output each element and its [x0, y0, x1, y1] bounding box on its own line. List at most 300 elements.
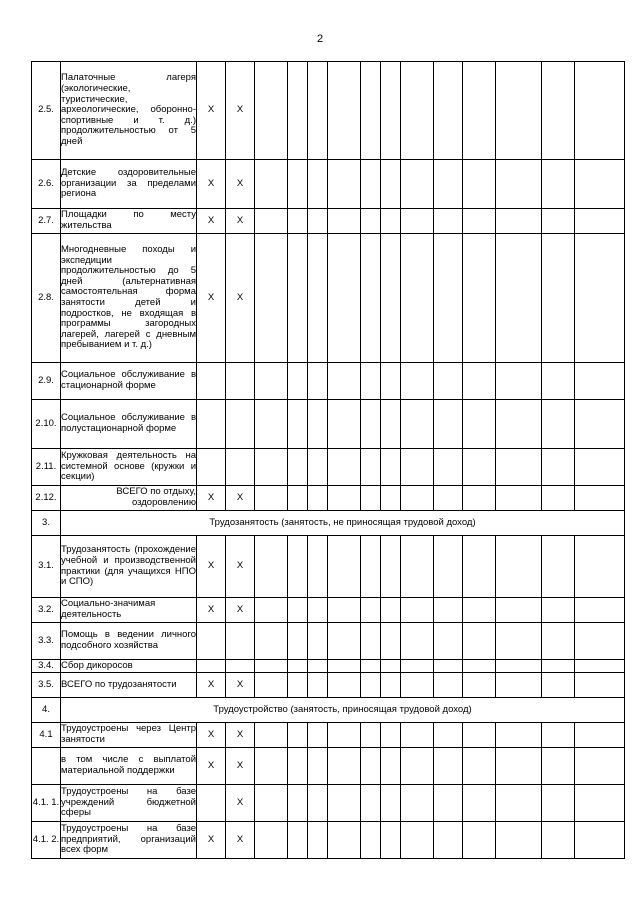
empty-cell [308, 785, 328, 822]
empty-cell [401, 660, 434, 673]
empty-cell [575, 363, 625, 400]
empty-cell [255, 400, 288, 449]
empty-cell [463, 363, 496, 400]
empty-cell [361, 673, 381, 698]
empty-cell [381, 486, 401, 511]
empty-cell [401, 673, 434, 698]
empty-cell [288, 822, 308, 859]
row-name-text: Трудозанятость (прохождение учебной и производственной практики (для учащихся НПО и СПО) [61, 544, 196, 588]
empty-cell [255, 785, 288, 822]
empty-cell [361, 209, 381, 234]
empty-cell [361, 623, 381, 660]
mark-cell: X [226, 748, 255, 785]
empty-cell [381, 660, 401, 673]
row-name [61, 748, 197, 785]
empty-cell [542, 400, 575, 449]
row-name [61, 598, 197, 623]
row-name-text: Трудоустроены на базе предприятий, организаций всех форм [61, 823, 196, 856]
row-number [32, 748, 61, 785]
empty-cell [308, 486, 328, 511]
empty-cell [308, 363, 328, 400]
empty-cell [575, 623, 625, 660]
empty-cell [401, 785, 434, 822]
row-name [61, 673, 197, 698]
mark-cell: X [197, 234, 226, 363]
empty-cell [542, 536, 575, 598]
mark-cell [197, 400, 226, 449]
mark-cell: X [197, 748, 226, 785]
empty-cell [463, 785, 496, 822]
empty-cell [496, 486, 542, 511]
mark-cell [226, 449, 255, 486]
table-row [32, 486, 625, 511]
row-name [61, 623, 197, 660]
empty-cell [463, 623, 496, 660]
empty-cell [328, 623, 361, 660]
empty-cell [308, 673, 328, 698]
empty-cell [381, 785, 401, 822]
empty-cell [463, 822, 496, 859]
row-name [61, 536, 197, 598]
empty-cell [288, 785, 308, 822]
empty-cell [542, 723, 575, 748]
section-header-row [32, 698, 625, 723]
empty-cell [401, 822, 434, 859]
mark-cell [197, 623, 226, 660]
row-name [61, 723, 197, 748]
empty-cell [361, 160, 381, 209]
row-name-text: ВСЕГО по отдыху, оздоровлению [116, 486, 196, 508]
empty-cell [463, 486, 496, 511]
table-row [32, 536, 625, 598]
empty-cell [496, 449, 542, 486]
empty-cell [308, 723, 328, 748]
empty-cell [542, 673, 575, 698]
section-header-row [32, 511, 625, 536]
row-number: 3.2. [32, 598, 61, 623]
empty-cell [288, 449, 308, 486]
empty-cell [255, 160, 288, 209]
empty-cell [575, 400, 625, 449]
row-number: 2.5. [32, 62, 61, 160]
empty-cell [434, 785, 463, 822]
empty-cell [255, 363, 288, 400]
empty-cell [255, 660, 288, 673]
empty-cell [381, 400, 401, 449]
empty-cell [463, 209, 496, 234]
empty-cell [361, 486, 381, 511]
empty-cell [434, 486, 463, 511]
empty-cell [434, 598, 463, 623]
table-row [32, 785, 625, 822]
table-row [32, 209, 625, 234]
row-name [61, 160, 197, 209]
empty-cell [575, 486, 625, 511]
empty-cell [308, 209, 328, 234]
row-name-text: Социально-значимая деятельность [61, 598, 156, 620]
row-number: 3.3. [32, 623, 61, 660]
empty-cell [361, 449, 381, 486]
mark-cell [197, 449, 226, 486]
empty-cell [463, 160, 496, 209]
table-row [32, 234, 625, 363]
empty-cell [463, 449, 496, 486]
mark-cell [197, 660, 226, 673]
page-number: 2 [316, 33, 324, 45]
empty-cell [361, 536, 381, 598]
empty-cell [255, 723, 288, 748]
mark-cell: X [197, 673, 226, 698]
row-name [61, 449, 197, 486]
empty-cell [308, 822, 328, 859]
empty-cell [381, 62, 401, 160]
mark-cell: X [226, 536, 255, 598]
empty-cell [463, 723, 496, 748]
empty-cell [328, 234, 361, 363]
empty-cell [255, 598, 288, 623]
empty-cell [361, 400, 381, 449]
empty-cell [575, 673, 625, 698]
empty-cell [575, 449, 625, 486]
empty-cell [361, 785, 381, 822]
empty-cell [361, 598, 381, 623]
empty-cell [381, 673, 401, 698]
empty-cell [434, 673, 463, 698]
empty-cell [328, 363, 361, 400]
empty-cell [255, 486, 288, 511]
row-number: 3.1. [32, 536, 61, 598]
empty-cell [288, 234, 308, 363]
mark-cell: X [197, 62, 226, 160]
empty-cell [328, 536, 361, 598]
row-number: 2.8. [32, 234, 61, 363]
empty-cell [328, 209, 361, 234]
empty-cell [381, 723, 401, 748]
empty-cell [361, 234, 381, 363]
empty-cell [288, 660, 308, 673]
empty-cell [542, 449, 575, 486]
empty-cell [434, 209, 463, 234]
empty-cell [288, 486, 308, 511]
empty-cell [496, 363, 542, 400]
mark-cell: X [226, 673, 255, 698]
empty-cell [255, 234, 288, 363]
section-number: 3. [32, 511, 61, 536]
empty-cell [463, 400, 496, 449]
empty-cell [542, 363, 575, 400]
empty-cell [328, 598, 361, 623]
empty-cell [288, 209, 308, 234]
empty-cell [381, 598, 401, 623]
empty-cell [381, 623, 401, 660]
section-title: Трудоустройство (занятость, приносящая трудовой доход) [61, 698, 625, 723]
mark-cell [226, 400, 255, 449]
empty-cell [255, 822, 288, 859]
empty-cell [308, 160, 328, 209]
empty-cell [328, 160, 361, 209]
empty-cell [496, 536, 542, 598]
empty-cell [308, 748, 328, 785]
empty-cell [401, 748, 434, 785]
empty-cell [575, 748, 625, 785]
empty-cell [542, 160, 575, 209]
empty-cell [575, 160, 625, 209]
empty-cell [575, 785, 625, 822]
mark-cell [226, 623, 255, 660]
empty-cell [401, 486, 434, 511]
empty-cell [496, 723, 542, 748]
table-row [32, 363, 625, 400]
row-name-text: Кружковая деятельность на системной основе (кружки и секции) [61, 450, 196, 483]
empty-cell [255, 673, 288, 698]
empty-cell [361, 748, 381, 785]
row-name [61, 62, 197, 160]
table-row [32, 748, 625, 785]
empty-cell [434, 234, 463, 363]
empty-cell [575, 723, 625, 748]
mark-cell: X [226, 486, 255, 511]
empty-cell [288, 160, 308, 209]
empty-cell [381, 449, 401, 486]
empty-cell [401, 62, 434, 160]
empty-cell [542, 598, 575, 623]
empty-cell [308, 400, 328, 449]
empty-cell [288, 598, 308, 623]
row-number: 3.5. [32, 673, 61, 698]
mark-cell: X [226, 822, 255, 859]
row-name-text: Палаточные лагеря (экологические, туристические, археологические, оборонно-спортивные и т. д.) продолжительностью от 5 дней [61, 72, 196, 147]
row-name-text: Площадки по месту жительства [61, 209, 196, 231]
empty-cell [328, 486, 361, 511]
empty-cell [288, 623, 308, 660]
empty-cell [401, 400, 434, 449]
empty-cell [328, 748, 361, 785]
empty-cell [401, 160, 434, 209]
empty-cell [463, 748, 496, 785]
empty-cell [401, 209, 434, 234]
row-name [61, 363, 197, 400]
empty-cell [575, 62, 625, 160]
mark-cell: X [197, 209, 226, 234]
empty-cell [288, 723, 308, 748]
empty-cell [381, 363, 401, 400]
empty-cell [328, 660, 361, 673]
empty-cell [381, 234, 401, 363]
empty-cell [496, 660, 542, 673]
row-number: 2.7. [32, 209, 61, 234]
empty-cell [401, 623, 434, 660]
empty-cell [381, 209, 401, 234]
row-name-text: Трудоустроены через Центр занятости [61, 723, 196, 745]
mark-cell: X [226, 160, 255, 209]
empty-cell [401, 449, 434, 486]
empty-cell [542, 234, 575, 363]
empty-cell [542, 62, 575, 160]
empty-cell [288, 536, 308, 598]
empty-cell [542, 748, 575, 785]
empty-cell [328, 785, 361, 822]
table-row [32, 723, 625, 748]
table-row [32, 160, 625, 209]
table-row [32, 598, 625, 623]
empty-cell [288, 400, 308, 449]
empty-cell [401, 598, 434, 623]
empty-cell [463, 660, 496, 673]
table-row [32, 822, 625, 859]
empty-cell [575, 536, 625, 598]
empty-cell [575, 598, 625, 623]
mark-cell: X [197, 598, 226, 623]
row-name-text: Трудоустроены на базе учреждений бюджетной сферы [61, 786, 196, 819]
empty-cell [328, 62, 361, 160]
row-number: 4.1. 2. [32, 822, 61, 859]
row-number: 2.10. [32, 400, 61, 449]
empty-cell [434, 723, 463, 748]
empty-cell [496, 785, 542, 822]
mark-cell: X [226, 62, 255, 160]
empty-cell [434, 623, 463, 660]
row-name-text: в том числе с выплатой материальной поддержки [61, 754, 196, 776]
empty-cell [463, 598, 496, 623]
empty-cell [542, 486, 575, 511]
empty-cell [381, 822, 401, 859]
empty-cell [496, 822, 542, 859]
table-row [32, 660, 625, 673]
mark-cell: X [197, 723, 226, 748]
empty-cell [255, 449, 288, 486]
empty-cell [542, 785, 575, 822]
empty-cell [381, 536, 401, 598]
row-name [61, 785, 197, 822]
mark-cell: X [197, 536, 226, 598]
row-number: 2.11. [32, 449, 61, 486]
row-name [61, 822, 197, 859]
empty-cell [361, 363, 381, 400]
empty-cell [308, 623, 328, 660]
empty-cell [575, 660, 625, 673]
row-name-text: Социальное обслуживание в стационарной форме [61, 369, 196, 391]
empty-cell [401, 723, 434, 748]
row-name-text: ВСЕГО по трудозанятости [61, 678, 177, 690]
empty-cell [496, 748, 542, 785]
empty-cell [463, 536, 496, 598]
empty-cell [496, 62, 542, 160]
mark-cell [226, 660, 255, 673]
section-number: 4. [32, 698, 61, 723]
row-number: 2.12. [32, 486, 61, 511]
empty-cell [255, 536, 288, 598]
empty-cell [328, 449, 361, 486]
empty-cell [496, 598, 542, 623]
empty-cell [308, 234, 328, 363]
empty-cell [381, 160, 401, 209]
table-row [32, 62, 625, 160]
mark-cell: X [226, 209, 255, 234]
empty-cell [463, 62, 496, 160]
row-name [61, 400, 197, 449]
empty-cell [361, 62, 381, 160]
empty-cell [401, 536, 434, 598]
mark-cell: X [226, 723, 255, 748]
mark-cell [197, 363, 226, 400]
empty-cell [496, 209, 542, 234]
table-row [32, 673, 625, 698]
empty-cell [328, 673, 361, 698]
row-number: 3.4. [32, 660, 61, 673]
empty-cell [361, 822, 381, 859]
empty-cell [255, 209, 288, 234]
empty-cell [328, 400, 361, 449]
empty-cell [328, 723, 361, 748]
empty-cell [463, 234, 496, 363]
empty-cell [308, 536, 328, 598]
empty-cell [542, 660, 575, 673]
empty-cell [496, 160, 542, 209]
empty-cell [434, 660, 463, 673]
empty-cell [361, 723, 381, 748]
row-name [61, 486, 197, 511]
section-title: Трудозанятость (занятость, не приносящая трудовой доход) [61, 511, 625, 536]
row-name [61, 660, 197, 673]
row-name-text: Многодневные походы и экспедиции продолжительностью до 5 дней (альтернативная самостоятельная форма занятости детей и подростков, не входящая в программы загородных лагерей, лагерей с дневным пребыванием и т. д.) [61, 244, 196, 351]
empty-cell [542, 209, 575, 234]
table-row [32, 400, 625, 449]
empty-cell [288, 363, 308, 400]
empty-cell [434, 363, 463, 400]
mark-cell: X [197, 822, 226, 859]
empty-cell [434, 62, 463, 160]
empty-cell [575, 234, 625, 363]
mark-cell: X [226, 785, 255, 822]
empty-cell [434, 160, 463, 209]
empty-cell [434, 822, 463, 859]
row-name-text: Социальное обслуживание в полустационарной форме [61, 412, 196, 434]
mark-cell [226, 363, 255, 400]
empty-cell [463, 673, 496, 698]
empty-cell [255, 623, 288, 660]
empty-cell [288, 673, 308, 698]
row-name [61, 234, 197, 363]
empty-cell [434, 748, 463, 785]
empty-cell [496, 673, 542, 698]
table-row [32, 449, 625, 486]
empty-cell [434, 400, 463, 449]
data-table [31, 61, 625, 859]
empty-cell [255, 62, 288, 160]
empty-cell [575, 209, 625, 234]
empty-cell [434, 536, 463, 598]
row-number: 4.1. 1. [32, 785, 61, 822]
empty-cell [434, 449, 463, 486]
empty-cell [496, 234, 542, 363]
empty-cell [401, 363, 434, 400]
empty-cell [328, 822, 361, 859]
mark-cell: X [226, 598, 255, 623]
row-name-text: Сбор дикоросов [61, 659, 133, 671]
row-number: 4.1 [32, 723, 61, 748]
row-name-text: Детские оздоровительные организации за пределами региона [61, 167, 196, 200]
mark-cell: X [197, 486, 226, 511]
empty-cell [288, 62, 308, 160]
empty-cell [496, 623, 542, 660]
empty-cell [542, 822, 575, 859]
empty-cell [401, 234, 434, 363]
row-number: 2.6. [32, 160, 61, 209]
row-name [61, 209, 197, 234]
empty-cell [308, 449, 328, 486]
empty-cell [361, 660, 381, 673]
mark-cell: X [197, 160, 226, 209]
